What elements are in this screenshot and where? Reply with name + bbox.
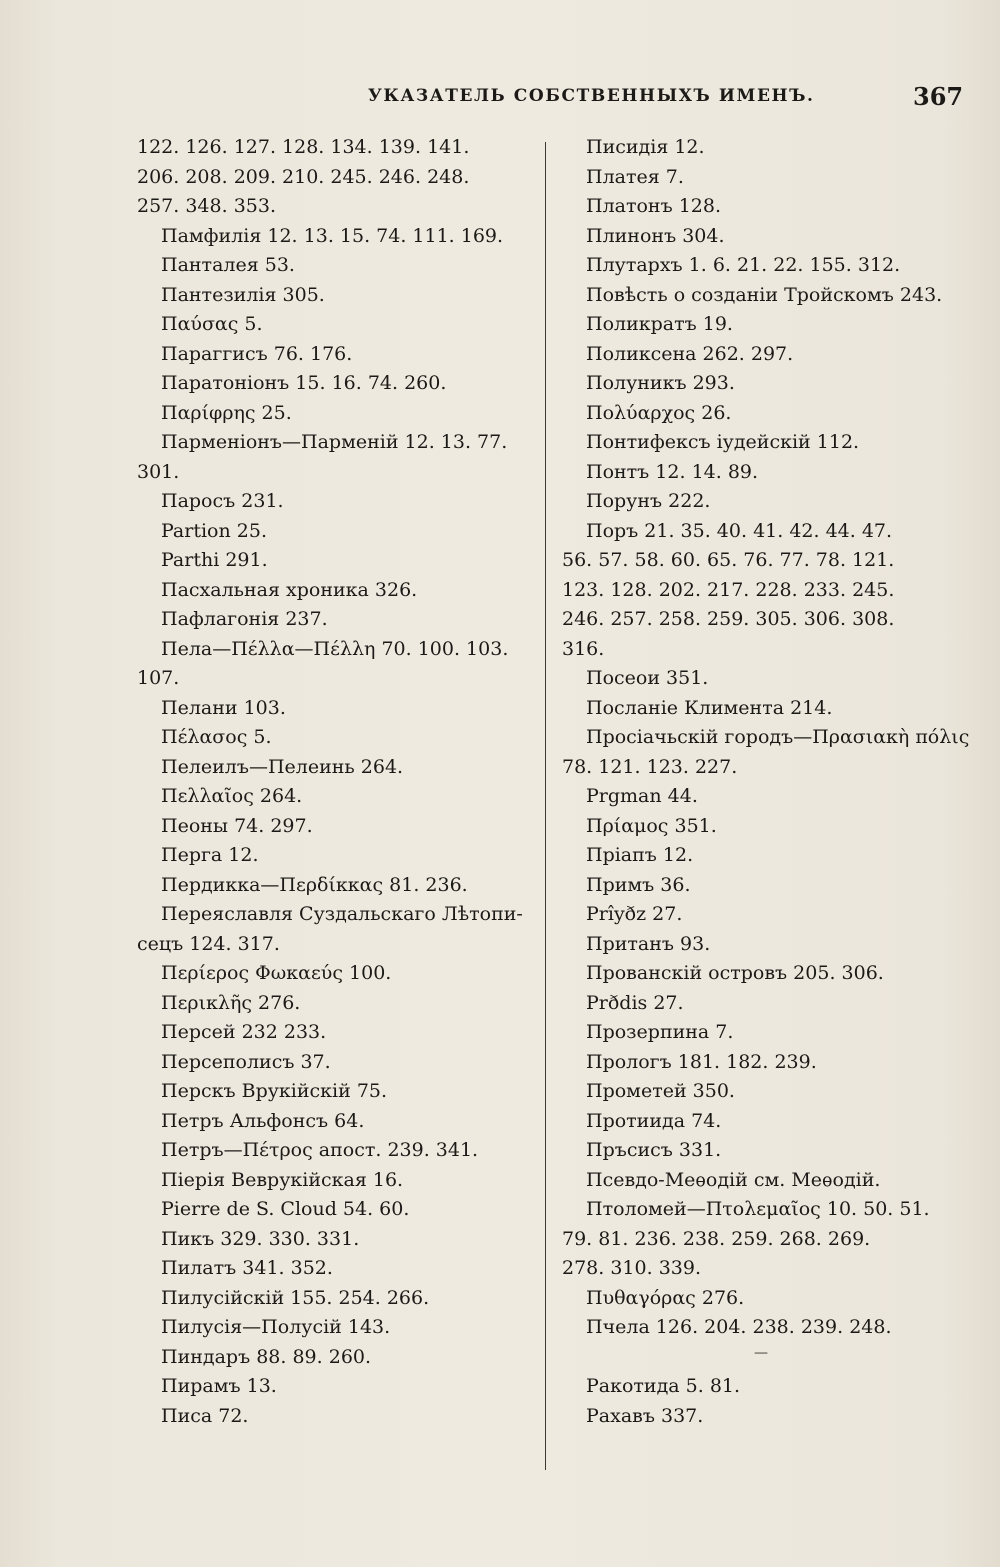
page-number: 367 [913,82,964,111]
index-entry: Паросъ 231. [161,490,284,512]
index-column-right [562,133,970,1431]
index-entry: Перскъ Врукійскій 75. [161,1080,388,1102]
index-entry: Псевдо-Меѳодій см. Меѳодій. [586,1168,881,1191]
index-entry: Пеоны 74. 297. [161,814,313,837]
index-entry: Прометей 350. [586,1080,735,1102]
column-divider [545,142,546,1470]
index-entry: Πυθαγόρας 276. [586,1286,745,1309]
index-entry: Персеполисъ 37. [161,1050,331,1073]
index-column-left [137,133,535,1431]
index-entry: Partion 25. [161,519,267,542]
index-entry: Ракотида 5. 81. [586,1375,741,1397]
index-entry: Платея 7. [586,165,684,188]
index-entry: Prðdis 27. [586,991,684,1014]
index-entry: Параггисъ 76. 176. [161,342,353,365]
index-entry: Περικλῆς 276. [161,991,301,1014]
index-entry-continuation: 107. [137,667,180,689]
index-entry: Писа 72. [161,1404,249,1427]
index-entry: Πέλασος 5. [161,726,272,748]
index-entry: Прозерпина 7. [586,1021,734,1043]
index-entry: Парменіонъ—Парменій 12. 13. 77. [161,431,508,453]
index-entry: Прованскій островъ 205. 306. [586,962,884,984]
index-entry: Пчела 126. 204. 238. 239. 248. [586,1316,892,1338]
index-entry: Пританъ 93. [586,932,711,955]
index-entry: Платонъ 128. [586,195,722,217]
index-entry: Пилусія—Полусій 143. [161,1316,391,1338]
index-entry: Пилусійскій 155. 254. 266. [161,1286,430,1309]
index-entry-continuation: 316. [562,637,605,660]
index-entry: Пелани 103. [161,696,286,719]
index-entry: Протиида 74. [586,1109,722,1132]
index-entry-continuation: 257. 348. 353. [137,195,276,217]
index-entry: Піерія Веврукійская 16. [161,1168,404,1191]
index-entry: Посеои 351. [586,667,709,689]
index-entry: Памфилія 12. 13. 15. 74. 111. 169. [161,224,504,247]
index-entry-continuation: сецъ 124. 317. [137,932,280,955]
index-entry: Петръ Альфонсъ 64. [161,1109,365,1132]
running-header: УКАЗАТЕЛЬ СОБСТВЕННЫХЪ ИМЕНЪ. [368,86,815,106]
index-entry-continuation: 123. 128. 202. 217. 228. 233. 245. [562,578,895,601]
index-entry: Περίερος Φωκαεύς 100. [161,962,392,984]
index-entry: Πελλαῖος 264. [161,785,303,807]
index-entry: Персей 232 233. [161,1021,327,1043]
index-entry-continuation: 301. [137,460,180,483]
index-entry-continuation: 206. 208. 209. 210. 245. 246. 248. [137,165,470,188]
index-entry-continuation: 278. 310. 339. [562,1257,701,1279]
index-entry: Повѣсть о созданіи Тройскомъ 243. [586,283,943,306]
index-entry-continuation: 246. 257. 258. 259. 305. 306. 308. [562,608,895,630]
index-entry: Prgman 44. [586,785,698,807]
index-entry: Пиндаръ 88. 89. 260. [161,1345,372,1368]
section-separator: — [754,1344,768,1361]
index-entry: Пикъ 329. 330. 331. [161,1227,360,1250]
index-entry: Понтъ 12. 14. 89. [586,460,759,483]
index-entry: Пасхальная хроника 326. [161,578,418,601]
index-entry-continuation: 79. 81. 236. 238. 259. 268. 269. [562,1227,871,1250]
index-entry: Плутархъ 1. 6. 21. 22. 155. 312. [586,254,901,276]
index-entry: Пела—Πέλλα—Πέλλη 70. 100. 103. [161,637,509,660]
index-entry: Prîyðz 27. [586,903,683,925]
index-entry: Πολύαρχος 26. [586,401,732,424]
index-entry: Пирамъ 13. [161,1375,277,1397]
index-entry: Рахавъ 337. [586,1404,704,1427]
index-entry: Пелеилъ—Пелеинь 264. [161,755,404,778]
index-entry: Пафлагонія 237. [161,608,328,630]
index-entry: Птоломей—Πτολεμαῖος 10. 50. 51. [586,1198,930,1220]
index-entry: Перга 12. [161,844,259,866]
index-entry: Прологъ 181. 182. 239. [586,1050,817,1073]
index-entry: Πρίαμος 351. [586,814,717,837]
index-entry-continuation: 78. 121. 123. 227. [562,755,738,778]
index-entry: Посланіе Климента 214. [586,696,833,719]
index-entry: Поликратъ 19. [586,313,733,335]
index-entry: Панталея 53. [161,254,295,276]
index-entry: Пантезилія 305. [161,283,325,306]
index-entry: Поръ 21. 35. 40. 41. 42. 44. 47. [586,519,893,542]
index-entry: Писидія 12. [586,136,705,158]
index-entry: Παύσας 5. [161,313,263,335]
index-entry-continuation: 122. 126. 127. 128. 134. 139. 141. [137,136,470,158]
index-entry-continuation: 56. 57. 58. 60. 65. 76. 77. 78. 121. [562,549,895,571]
index-entry: Плинонъ 304. [586,224,725,247]
index-entry: Порунъ 222. [586,490,711,512]
index-entry: Пердикка—Περδίκκας 81. 236. [161,873,468,896]
index-entry: Поликсена 262. 297. [586,342,794,365]
index-entry: Понтифексъ іудейскій 112. [586,431,860,453]
index-entry: Пріапъ 12. [586,844,694,866]
index-entry: Pierre de S. Cloud 54. 60. [161,1198,410,1220]
index-entry: Примъ 36. [586,873,691,896]
index-entry: Пръсисъ 331. [586,1139,722,1161]
index-entry: Parthi 291. [161,549,268,571]
index-entry: Пилатъ 341. 352. [161,1257,333,1279]
index-entry: Полуникъ 293. [586,372,735,394]
index-entry: Переяславля Суздальскаго Лѣтопи- [161,903,523,925]
index-entry: Παρίφρης 25. [161,401,292,424]
index-entry: Просіачьскій городъ—Πρασιακὴ πόλις [586,726,970,748]
index-entry: Паратоніонъ 15. 16. 74. 260. [161,372,447,394]
index-entry: Петръ—Πέτρος апост. 239. 341. [161,1139,479,1161]
